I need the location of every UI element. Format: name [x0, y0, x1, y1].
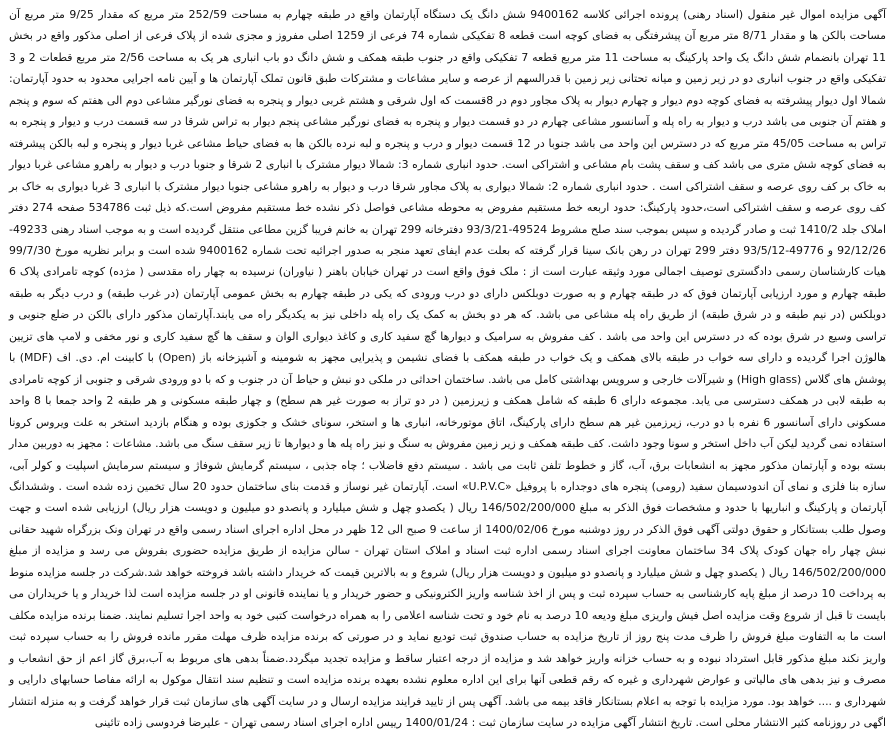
auction-notice-text: آگهی مزایده اموال غیر منقول (اسناد رهنی) پرونده اجرائی کلاسه 9400162 شش دانگ یک دستگاه آپارتمان واقع در طبقه چهارم به مساحت 252/59 متر مربع که مقدار 9/25 متر مربع آن مساحت بالکن ها و مقدار 8/71 متر مربع آن پیشرفتگی به فضای کوچه است قطعه 8 تفکیکی شماره 74 فرعی از 1259 اصلی مفروز و مجزی شده از پلاک فرعی از اصلی مذکور واقع در بخش 11 تهران بانضمام شش دانگ یک واحد پارکینگ به مساحت 11 متر مربع قطعه 7 تفکیکی واقع در جنوب طبقه همکف و شش دانگ دو باب انباری هر یک به مساحت 2/56 متر مربع قطعات 2 و 3 تفکیکی واقع در جنوب انباری دو در زیر زمین و میانه تحتانی زیر زمین با قدرالسهم از عرصه و سایر مشاعات و مشترکات طبق قانون تملک آپارتمان ها و آیین نامه اجرایی محدود به حدود آپارتمان: شمالا اول دیوار پیشرفته به فضای کوچه دوم دیوار و چهارم دیوار به پلاک مجاور دوم در 8قسمت که اول شرقی و هشتم غربی دیوار و پنجره به فضای نورگیر مشاعی دوم الی هفتم که سوم و پنجم و هفتم آن جنوبی می باشد درب و دیوار به راه پله و آسانسور مشاعی چهارم در دو قسمت دیوار و پنجره به فضای نورگیر مشاعی پنجم دیوار به تراس شرقا در سه قسمت درب و دیوار و پنجره به تراس به مساحت 45/05 متر مربع که در دسترس این واحد می باشد جنوبا در 12 قسمت دیوار و درب و پنجره و لبه نرده بالکن ها به فضای حیاط مشاعی غربا دیوار و پنجره و لبه بالکن پیشرفته به فضای کوچه شش متری می باشد کف و سقف پشت بام مشاعی و اشتراکی است. حدود انباری شماره 3: شمالا دیوار مشترک با انباری 2 شرقا و جنوبا درب و دیوار به راهرو مشاعی غربا دیوار به خاک بر کف روی عرصه و سقف اشتراکی است . حدود انباری شماره 2: شمالا دیواری به پلاک مجاور شرقا درب و دیوار به راهرو مشاعی جنوبا دیوار مشترک با انباری 3 غربا دیواری به خاک بر کف روی عرصه و سقف اشتراکی است،حدود پارکینگ: حدود اربعه خط مستقیم مفروض به محوطه مشاعی فواصل ذکر نشده خط مستقیم مفروض است.که ذیل ثبت 534786 صفحه 274 دفتر املاک جلد 1410/2 ثبت و صادر گردیده و سپس بموجب سند صلح مشروط 49524-93/3/21 دفترخانه 299 تهران به خانم فریبا گزین مطاعی منتقل گردیده است و به موجب اسناد رهنی 49233-92/12/26 و 49776-93/5/12 دفتر 299 تهران در رهن بانک سینا قرار گرفته که بعلت عدم ایفای تعهد منجر به صدور اجرائیه تحت شماره 9400162 شده است و برابر نظریه مورخ 99/7/30 هیات کارشناسان رسمی دادگستری توصیف اجمالی مورد وثیقه عبارت است از : ملک فوق واقع است در تهران خیابان باهنر ( نیاوران) نرسیده به چهار راه مقدسی ( مژده) کوچه تامرادی پلاک 6 طبقه چهارم و مورد ارزیابی آپارتمان فوق که در طبقه چهارم و به صورت دوبلکس دارای دو درب ورودی که یکی در طبقه چهارم به بخش عمومی آپارتمان (در غرب طبقه) و درب دیگر به طبقه دوبلکس (در نیم طبقه و در شرق طبقه) از طریق راه پله مشاعی می باشد. که هر دو بخش به کمک یک راه پله داخلی نیز به یکدیگر راه می یابند.آپارتمان مذکور دارای بالکن در ضلع جنوبی و تراسی وسیع در شرق بوده که در دسترس این واحد می باشد . کف مفروش به سرامیک و دیوارها گچ سفید کاری و کاغذ دیواری الوان و سقف ها گچ سفید کاری و نور مخفی و لامپ های تزیین هالوژن اجرا گردیده و دارای سه خواب در طبقه بالای همکف و یک خواب در طبقه همکف با فضای نشیمن و پذیرایی مجهز به شومینه و آشپزخانه باز (Open) با کابینت ام. دی. اف (MDF) با پوشش های گلاس (High glass) و شیرآلات خارجی و سرویس بهداشتی کامل می باشد. ساختمان احداثی در ملکی دو نبش و حیاط آن در جنوب و که با دو ورودی شرقی و جنوبی از کوچه تامرادی به طبقه لابی در همکف دسترسی می یابد. مجموعه دارای 6 طبقه که شامل همکف و زیرزمین ( در دو تراز به صورت غیر هم سطح) و چهار طبقه مسکونی و هر طبقه 2 واحد جمعا با 8 واحد مسکونی دارای آسانسور 6 نفره با دو درب، زیرزمین غیر هم سطح دارای پارکینگ، اتاق موتورخانه، انباری ها و استخر، سونای خشک و جکوزی بوده و هنگام بازدید استخر به علت ویروس کرونا استفاده نمی گردید لیکن آب داخل استخر و سونا وجود داشت. کف طبقه همکف و زیر زمین مفروش به سنگ و نیز راه پله ها و دیوارها تا زیر سقف سنگ می باشد. مشاعات : مجهز به دوربین مدار بسته بوده و آپارتمان مذکور مجهز به انشعابات برق، آب، گاز و خطوط تلفن ثابت می باشد . سیستم دفع فاضلاب ؛ چاه جذبی ، سیستم گرمایش شوفاژ و سیستم سرمایش اسپلیت و کولر آبی، سازه بنا فلزی و نمای آن اندودسیمان سفید (رومی) پنجره های دوجداره با پروفیل «U.P.V.C» است. آپارتمان غیر نوساز و قدمت بنای ساختمان حدود 20 سال تخمین زده شده است . وششدانگ آپارتمان و پارکینگ و انباریها با حدود و مشخصات فوق الذکر به مبلغ 146/502/200/000 ریال ( یکصدو چهل و شش میلیارد و پانصدو دو میلیون و دویست هزار ریال) ارزیابی شده است و جهت وصول طلب بستانکار و حقوق دولتی آگهی فوق الذکر در روز دوشنبه مورخ 1400/02/06 از ساعت 9 صبح الی 12 ظهر در محل اداره اجرای اسناد رسمی واقع در تهران ونک بزرگراه شهید حقانی نبش چهار راه جهان کودک پلاک 34 ساختمان معاونت اجرای اسناد رسمی اداره ثبت اسناد و املاک استان تهران - سالن مزایده از طریق مزایده حضوری بفروش می رسد و مزایده از مبلغ 146/502/200/000 ریال ( یکصدو چهل و شش میلیارد و پانصدو دو میلیون و دویست هزار ریال) شروع و به بالاترین قیمت که خریدار داشته باشد فروخته خواهد شد.شرکت در جلسه مزایده منوط به پرداخت 10 درصد از مبلغ پایه کارشناسی به حساب سپرده ثبت و پس از اخذ شناسه واریز الکترونیکی و حضور خریدار و یا نماینده قانونی او در جلسه مزایده است لذا خریدار و یا خریداران می بایست تا قبل از شروع وقت مزایده اصل فیش واریزی مبلغ ودیعه 10 درصد به نام خود و تحت شناسه اعلامی را به همراه درخواست کتبی خود به واحد اجرا تسلیم نمایند. ضمنا برنده مزایده مکلف است ما به التفاوت مبلغ فروش را ظرف مدت پنج روز از تاریخ مزایده به حساب صندوق ثبت تودیع نماید و در صورتی که برنده مزایده ظرف مهلت مقرر مانده فروش را به حساب سپرده ثبت واریز نکند مبلغ مذکور قابل استرداد نبوده و به حساب خزانه واریز خواهد شد و مزایده از درجه اعتبار ساقط و مزایده تجدید میگردد.ضمناً بدهی های مربوط به آب،برق گاز اعم از حق انشعاب و مصرف و نیز بدهی های مالیاتی و عوارض شهرداری و غیره که رقم قطعی آنها برای این اداره معلوم نشده بعهده برنده مزایده است و تنظیم سند انتقال موکول به ارائه مفاصا حسابهای دارایی و شهرداری و .... خواهد بود. مورد مزایده با توجه به اعلام بستانکار فاقد بیمه می باشد. آگهی پس از تایید فرایند مزایده ارسال و در سایت آگهی های سازمان ثبت قرار خواهد گرفت و به منزله انتشار اگهی در روزنامه کثیر الانتشار محلی است. تاریخ انتشار آگهی مزایده در سایت سازمان ثبت : 1400/01/24 رییس اداره اجرای اسناد رسمی تهران - علیرضا فردوسی زاده تائینی — [9, 8, 887, 729]
